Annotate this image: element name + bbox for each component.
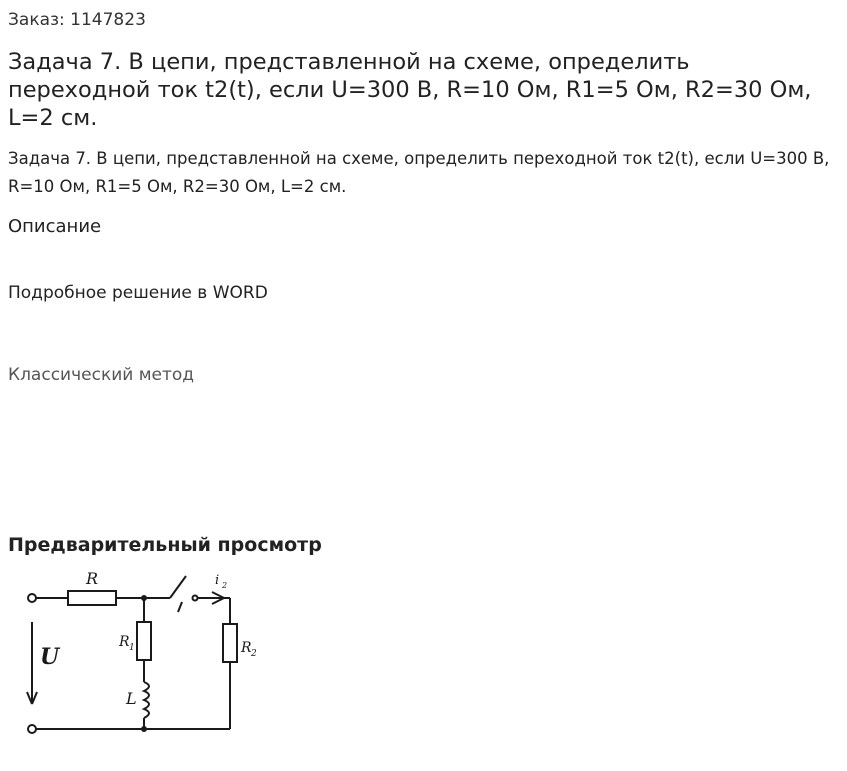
switch-contact xyxy=(193,596,198,601)
terminal-top xyxy=(28,594,36,602)
label-u: U xyxy=(40,644,60,670)
resistor-r1 xyxy=(137,622,151,660)
label-i2-sub: 2 xyxy=(222,581,228,590)
node-top xyxy=(141,595,147,601)
task-title: Задача 7. В цепи, представленной на схеме, определить переходной ток t2(t), если U=300 В, R=10 Ом, R1=5 Ом, R2=30 Ом, L=2 см. xyxy=(8,49,812,131)
resistor-r xyxy=(68,591,116,605)
switch-blade xyxy=(170,576,186,598)
preview-heading: Предварительный просмотр xyxy=(8,534,322,556)
label-r1: R xyxy=(119,634,130,650)
circuit-preview-image xyxy=(12,562,270,742)
resistor-r2 xyxy=(223,624,237,662)
node-bottom xyxy=(141,726,147,732)
solution-method: Классический метод xyxy=(8,365,195,385)
label-r2-sub: 2 xyxy=(251,649,257,659)
task-lead: Задача 7. В цепи, представленной на схеме, определить переходной ток t2(t), если U=300 В, R=10 Ом, R1=5 Ом, R2=30 Ом, L=2 см. xyxy=(8,149,830,196)
order-number: Заказ: 1147823 xyxy=(8,10,146,30)
label-r: R xyxy=(86,569,99,588)
label-l: L xyxy=(126,689,137,708)
terminal-bottom xyxy=(28,725,36,733)
label-r1-sub: 1 xyxy=(129,643,135,653)
solution-format: Подробное решение в WORD xyxy=(8,283,268,303)
switch-arrow xyxy=(178,602,182,612)
description-heading: Описание xyxy=(8,216,102,237)
circuit-diagram xyxy=(12,562,270,742)
label-r2: R xyxy=(241,640,252,656)
inductor-l xyxy=(144,682,149,718)
label-i2: i xyxy=(215,573,220,588)
